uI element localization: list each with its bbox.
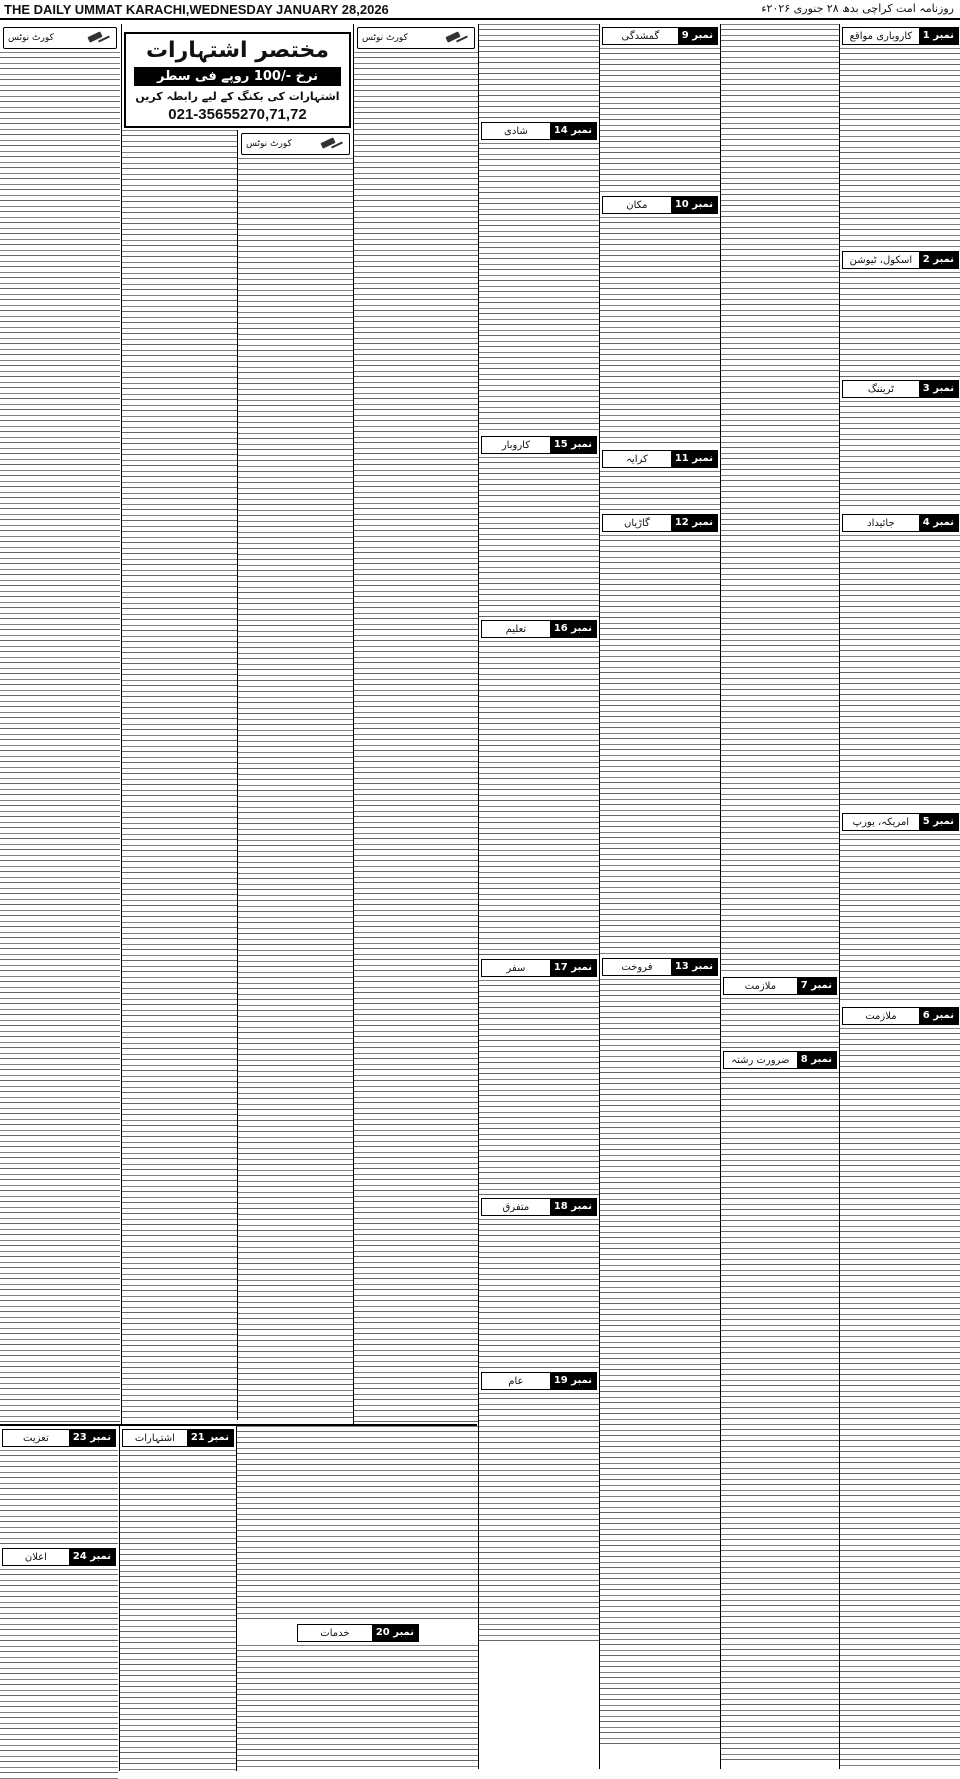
gavel-icon bbox=[319, 138, 345, 150]
section-8: نمبر 8 ضرورت رشتہ bbox=[723, 1051, 837, 1069]
section-20: نمبر 20 خدمات bbox=[297, 1624, 419, 1642]
section-7: نمبر 7 ملازمت bbox=[723, 977, 837, 995]
section-14: نمبر 14 شادی bbox=[481, 122, 597, 140]
newspaper-page bbox=[0, 24, 960, 1769]
section-9: نمبر 9 گمشدگی bbox=[602, 27, 718, 45]
court-notice-header: کورٹ نوٹس bbox=[357, 27, 475, 49]
court-notice-header: کورٹ نوٹس bbox=[3, 27, 117, 49]
section-5: نمبر 5 امریکہ، یورپ bbox=[842, 813, 959, 831]
section-1: نمبر 1 کاروباری مواقع bbox=[842, 27, 959, 45]
bottom-strip bbox=[0, 1424, 477, 1771]
masthead bbox=[0, 0, 960, 20]
section-21: نمبر 21 اشتہارات bbox=[122, 1429, 234, 1447]
section-12: نمبر 12 گاڑیاں bbox=[602, 514, 718, 532]
section-4: نمبر 4 جائیداد bbox=[842, 514, 959, 532]
section-19: نمبر 19 عام bbox=[481, 1372, 597, 1390]
section-2: نمبر 2 اسکول، ٹیوشن bbox=[842, 251, 959, 269]
section-24: نمبر 24 اعلان bbox=[2, 1548, 116, 1566]
classified-rate: نرخ -/100 روپے فی سطر bbox=[134, 67, 341, 86]
gavel-icon bbox=[86, 32, 112, 44]
section-18: نمبر 18 متفرق bbox=[481, 1198, 597, 1216]
section-17: نمبر 17 سفر bbox=[481, 959, 597, 977]
notice-text-block bbox=[354, 52, 478, 1432]
notice-text-block bbox=[122, 130, 237, 1420]
court-notice-header: کورٹ نوٹس bbox=[241, 133, 350, 155]
column-classifieds-5 bbox=[599, 24, 720, 1769]
section-16: نمبر 16 تعلیم bbox=[481, 620, 597, 638]
section-13: نمبر 13 فروخت bbox=[602, 958, 718, 976]
notice-text-block bbox=[238, 158, 353, 1420]
column-classifieds-4 bbox=[478, 24, 599, 1769]
section-23: نمبر 23 تعزیت bbox=[2, 1429, 116, 1447]
classified-phone: 021-35655270,71,72 bbox=[168, 106, 307, 123]
classified-ad-box bbox=[124, 32, 351, 128]
classified-title: مختصر اشتہارات bbox=[145, 38, 330, 63]
section-15: نمبر 15 کاروبار bbox=[481, 436, 597, 454]
column-classifieds-7 bbox=[839, 24, 960, 1769]
section-10: نمبر 10 مکان bbox=[602, 196, 718, 214]
english-title: THE DAILY UMMAT KARACHI,WEDNESDAY JANUARY 28,2026 bbox=[4, 2, 389, 17]
column-classifieds-6 bbox=[720, 24, 839, 1769]
section-11: نمبر 11 کرایہ bbox=[602, 450, 718, 468]
section-3: نمبر 3 ٹریننگ bbox=[842, 380, 959, 398]
notice-text-block bbox=[0, 52, 120, 1427]
section-6: نمبر 6 ملازمت bbox=[842, 1007, 959, 1025]
urdu-title: روزنامہ امت کراچی بدھ ۲۸ جنوری ۲۰۲۶ء bbox=[761, 2, 954, 15]
gavel-icon bbox=[444, 32, 470, 44]
classified-booking: اشتہارات کی بکنگ کے لیے رابطہ کریں bbox=[135, 90, 340, 103]
